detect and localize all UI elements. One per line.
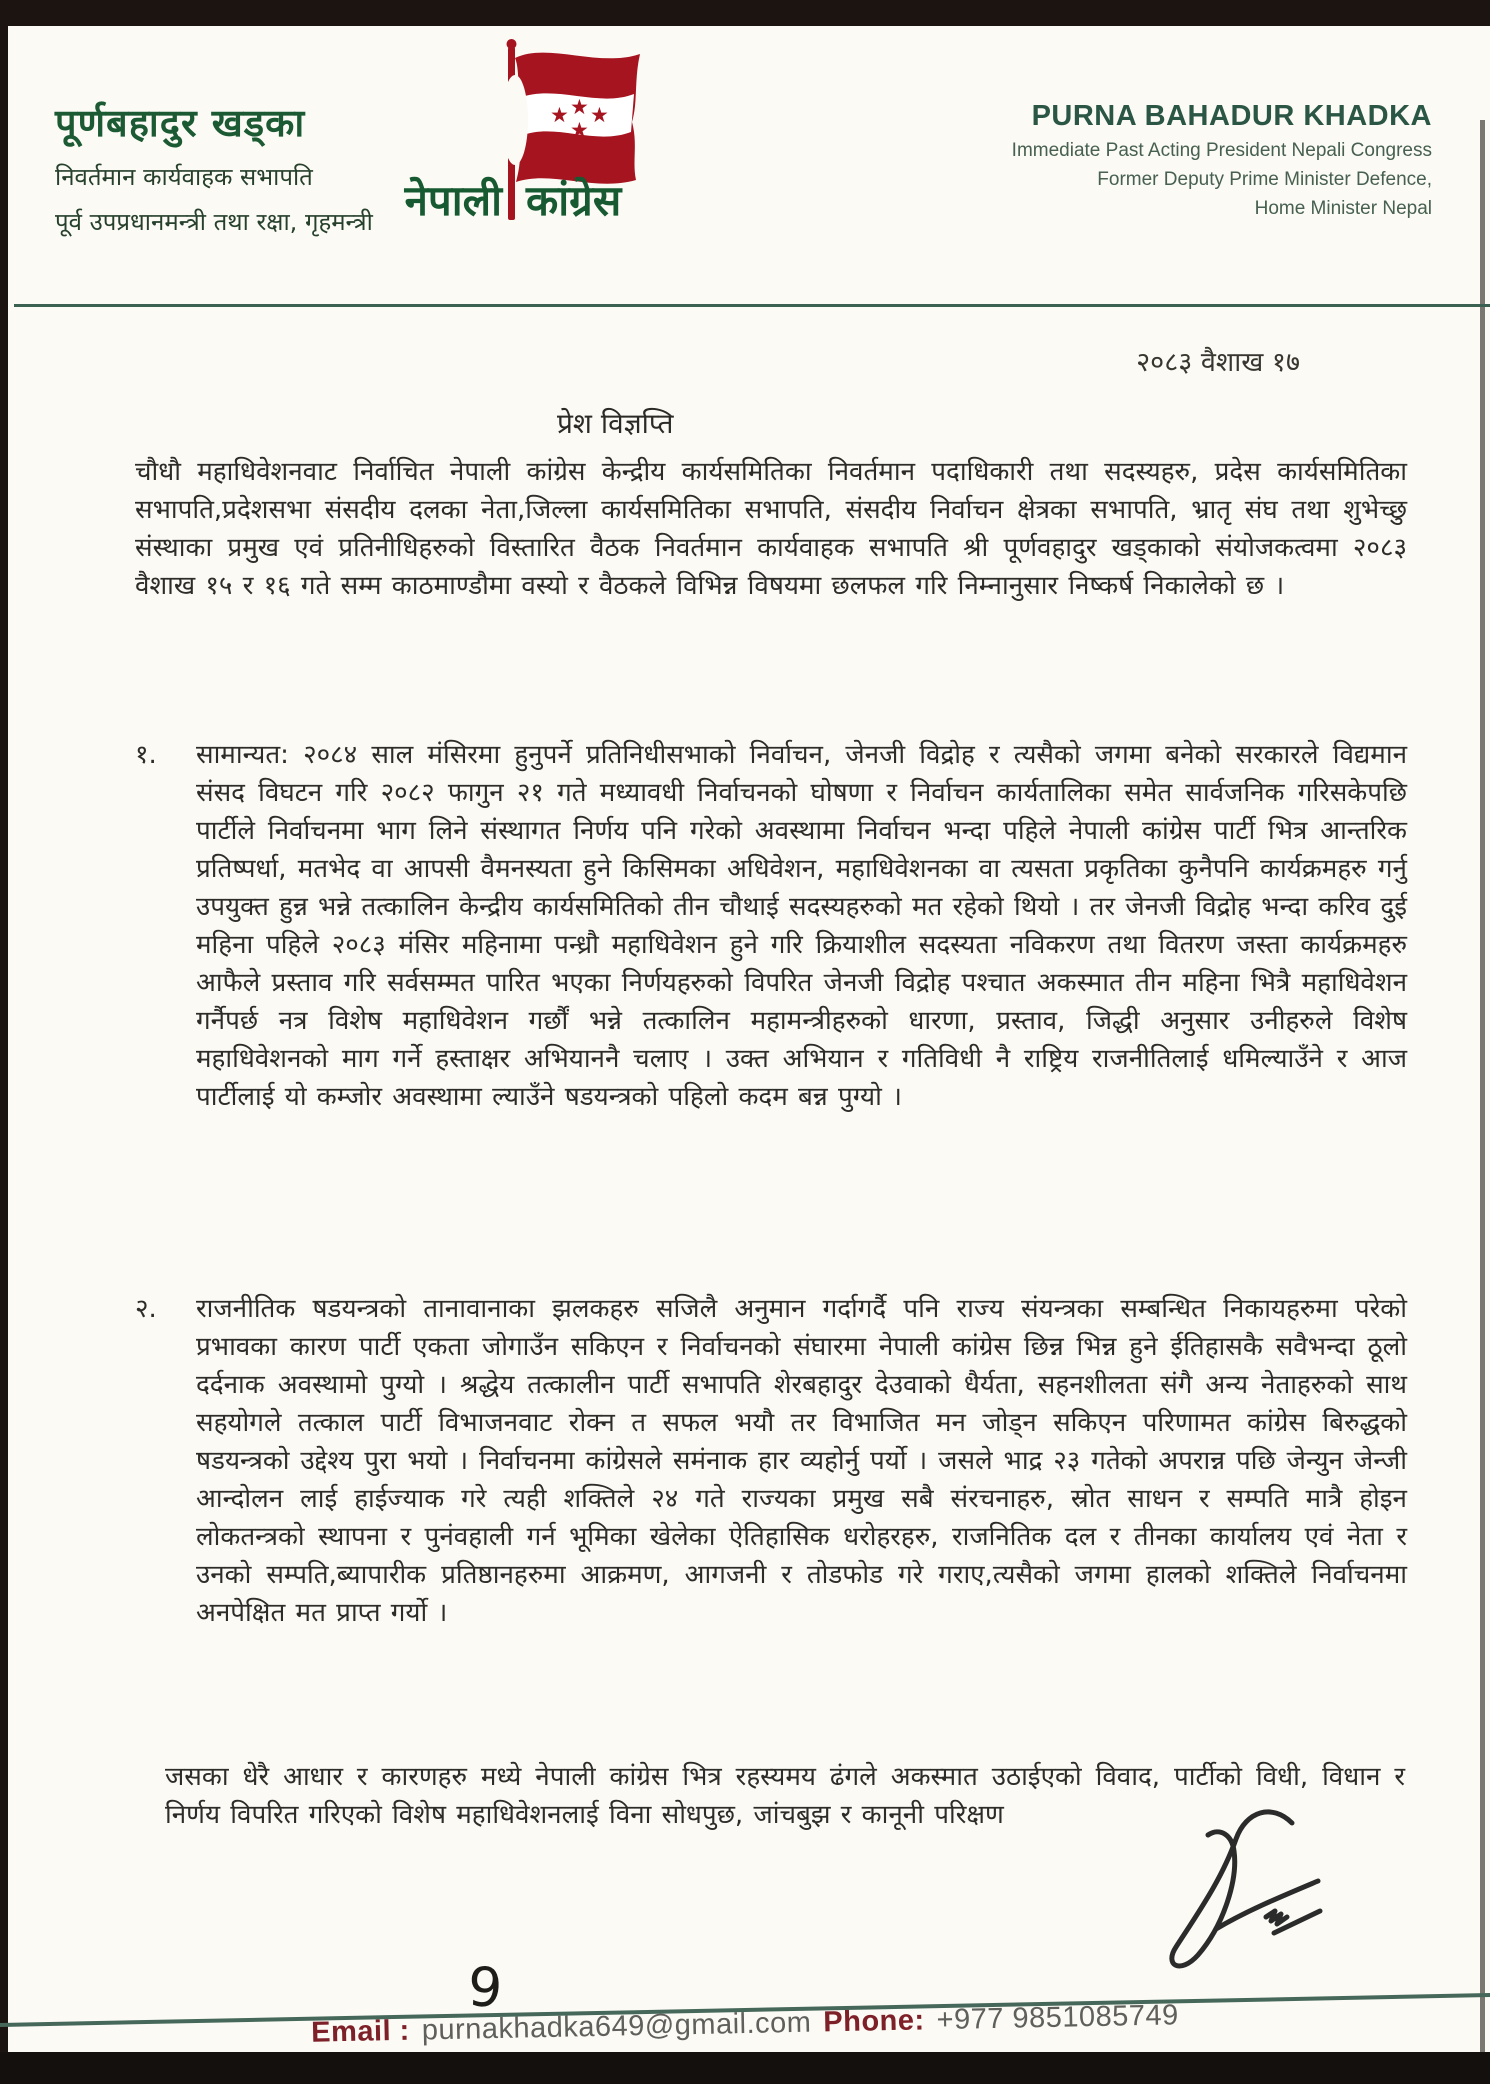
scan-edge-top bbox=[0, 0, 1490, 26]
sender-name-nepali: पूर्णबहादुर खड्का bbox=[55, 101, 306, 145]
email-value: purnakhadka649@gmail.com bbox=[421, 2006, 812, 2047]
page-number: 9 bbox=[466, 1955, 504, 2020]
closing-paragraph: जसका धेरै आधार र कारणहरु मध्ये नेपाली कांग्रेस भित्र रहस्यमय ढंगले अकस्मात उठाईएको विवाद, पार्टीको विधी, विधान र निर्णय विपरित गरिएको विशेष महाधिवेशनलाई विना सोधपुछ, जांचबुझ र कानूनी परिक्षण bbox=[165, 1762, 1405, 1830]
scan-edge-left bbox=[0, 26, 8, 2052]
phone-label: Phone: bbox=[823, 2004, 925, 2039]
letterhead-right bbox=[1012, 100, 1432, 220]
party-name bbox=[398, 176, 650, 225]
party-name-left: नेपाली bbox=[404, 176, 502, 225]
scan-edge-bottom bbox=[0, 2052, 1490, 2084]
letterhead-left bbox=[55, 96, 373, 238]
list-item-1-number: १. bbox=[135, 740, 157, 770]
list-item-2-number: २. bbox=[135, 1294, 157, 1324]
letter-date: २०८३ वैशाख १७ bbox=[1136, 347, 1300, 378]
sender-name-english: PURNA BAHADUR KHADKA bbox=[1031, 100, 1432, 132]
scan-edge-right bbox=[1480, 120, 1485, 2052]
footer-contact bbox=[28, 1994, 1462, 2056]
svg-text:★: ★ bbox=[550, 103, 569, 127]
sender-title-english-3: Home Minister Nepal bbox=[1254, 198, 1432, 219]
nepali-congress-logo bbox=[398, 36, 650, 225]
list-item-2 bbox=[135, 1290, 1407, 1632]
list-item-1 bbox=[135, 736, 1407, 1116]
svg-text:★: ★ bbox=[590, 103, 609, 127]
sender-title-english-1: Immediate Past Acting President Nepali Congress bbox=[1011, 140, 1432, 161]
email-label: Email : bbox=[310, 2014, 411, 2049]
sender-title-2: पूर्व उपप्रधानमन्त्री तथा रक्षा, गृहमन्त्री bbox=[55, 208, 373, 236]
letter-title: प्रेश विज्ञप्ति bbox=[557, 407, 674, 440]
phone-value: +977 9851085749 bbox=[936, 1999, 1180, 2037]
signature bbox=[1150, 1795, 1350, 1980]
list-item-2-text: राजनीतिक षडयन्त्रको तानावानाका झलकहरु सजिलै अनुमान गर्दागर्दै पनि राज्य संयन्त्रका सम्बन्धित निकायहरुमा परेको प्रभावका कारण पार्टी एकता जोगाउँन सकिएन र निर्वाचनको संघारमा नेपाली कांग्रेस छिन्न भिन्न हुने ईतिहासकै सवैभन्दा ठूलो दर्दनाक अवस्थामो पुग्यो । श्रद्धेय तत्कालीन पार्टी सभापति शेरबहादुर देउवाको धैर्यता, सहनशीलता संगै अन्य नेताहरुको साथ सहयोगले तत्काल पार्टी विभाजनवाट रोक्न त सफल भयौ तर विभाजित मन जोड्न सकिएन परिणामत कांग्रेस बिरुद्धको षडयन्त्रको उद्देश्य पुरा भयो । निर्वाचनमा कांग्रेसले समंनाक हार व्यहोर्नु पर्यो । जसले भाद्र २३ गतेको अपरान्न पछि जेन्युन जेन्जी आन्दोलन लाई हाईज्याक गरे त्यही शक्तिले २४ गते राज्यका प्रमुख सबै संरचनाहरु, स्रोत साधन र सम्पति मात्रै होइन लोकतन्त्रको स्थापना र पुनंवहाली गर्न भूमिका खेलेका ऐतिहासिक धरोहरहरु, राजनितिक दल र तीनका कार्यालय एवं नेता र उनको सम्पति,ब्यापारीक प्रतिष्ठानहरुमा आक्रमण, आगजनी र तोडफोड गरे गराए,त्यसैको जगमा हालको शक्तिले निर्वाचनमा अनपेक्षित मत प्राप्त गर्यो । bbox=[196, 1294, 1407, 1628]
intro-paragraph: चौधौ महाधिवेशनवाट निर्वाचित नेपाली कांग्रेस केन्द्रीय कार्यसमितिका निवर्तमान पदाधिकारी तथा सदस्यहरु, प्रदेस कार्यसमितिका सभापति,प्रदेशसभा संसदीय दलका नेता,जिल्ला कार्यसमितिका सभापति, संसदीय निर्वाचन क्षेत्रका सभापति, भ्रातृ संघ तथा शुभेच्छु संस्थाका प्रमुख एवं प्रतिनीधिहरुको विस्तारित वैठक निवर्तमान कार्यवाहक सभापति श्री पूर्णवहादुर खड्काको संयोजकत्वमा २०८३ वैशाख १५ र १६ गते सम्म काठमाण्डौमा वस्यो र वैठकले विभिन्न विषयमा छलफल गरि निम्नानुसार निष्कर्ष निकालेको छ । bbox=[135, 457, 1407, 601]
letterhead-divider bbox=[14, 304, 1490, 307]
sender-title-1: निवर्तमान कार्यवाहक सभापति bbox=[55, 163, 313, 191]
svg-text:★: ★ bbox=[570, 118, 589, 142]
sender-title-english-2: Former Deputy Prime Minister Defence, bbox=[1097, 169, 1432, 190]
svg-text:★: ★ bbox=[570, 95, 589, 119]
party-name-right: कांग्रेस bbox=[526, 176, 622, 225]
list-item-1-text: सामान्यत: २०८४ साल मंसिरमा हुनुपर्ने प्रतिनिधीसभाको निर्वाचन, जेनजी विद्रोह र त्यसैको जगमा बनेको सरकारले विद्यमान संसद विघटन गरि २०८२ फागुन २१ गते मध्यावधी निर्वाचनको घोषणा र निर्वाचन कार्यतालिका समेत सार्वजनिक गरिसकेपछि पार्टीले निर्वाचनमा भाग लिने संस्थागत निर्णय पनि गरेको अवस्थामा निर्वाचन भन्दा पहिले नेपाली कांग्रेस पार्टी भित्र आन्तरिक प्रतिष्पर्धा, मतभेद वा आपसी वैमनस्यता हुने किसिमका अधिवेशन, महाधिवेशनका वा त्यसता प्रकृतिका कुनैपनि कार्यक्रमहरु गर्नु उपयुक्त हुन्न भन्ने तत्कालिन केन्द्रीय कार्यसमितिको तीन चौथाई सदस्यहरुको मत रहेको थियो । तर जेनजी विद्रोह भन्दा करिव दुई महिना पहिले २०८३ मंसिर महिनामा पन्ध्रौ महाधिवेशन हुने गरि क्रियाशील सदस्यता नविकरण तथा वितरण जस्ता कार्यक्रमहरु आफैले प्रस्ताव गरि सर्वसम्मत पारित भएका निर्णयहरुको विपरित जेनजी विद्रोह पश्चात अकस्मात तीन महिना भित्रै महाधिवेशन गर्नैपर्छ नत्र विशेष महाधिवेशन गर्छौं भन्ने तत्कालिन महामन्त्रीहरुको धारणा, प्रस्ताव, जिद्धी अनुसार उनीहरुले विशेष महाधिवेशनको माग गर्ने हस्ताक्षर अभियाननै चलाए । उक्त अभियान र गतिविधी नै राष्ट्रिय राजनीतिलाई धमिल्याउँने र आज पार्टीलाई यो कम्जोर अवस्थामा ल्याउँने षडयन्त्रको पहिलो कदम बन्न पुग्यो । bbox=[196, 740, 1407, 1112]
